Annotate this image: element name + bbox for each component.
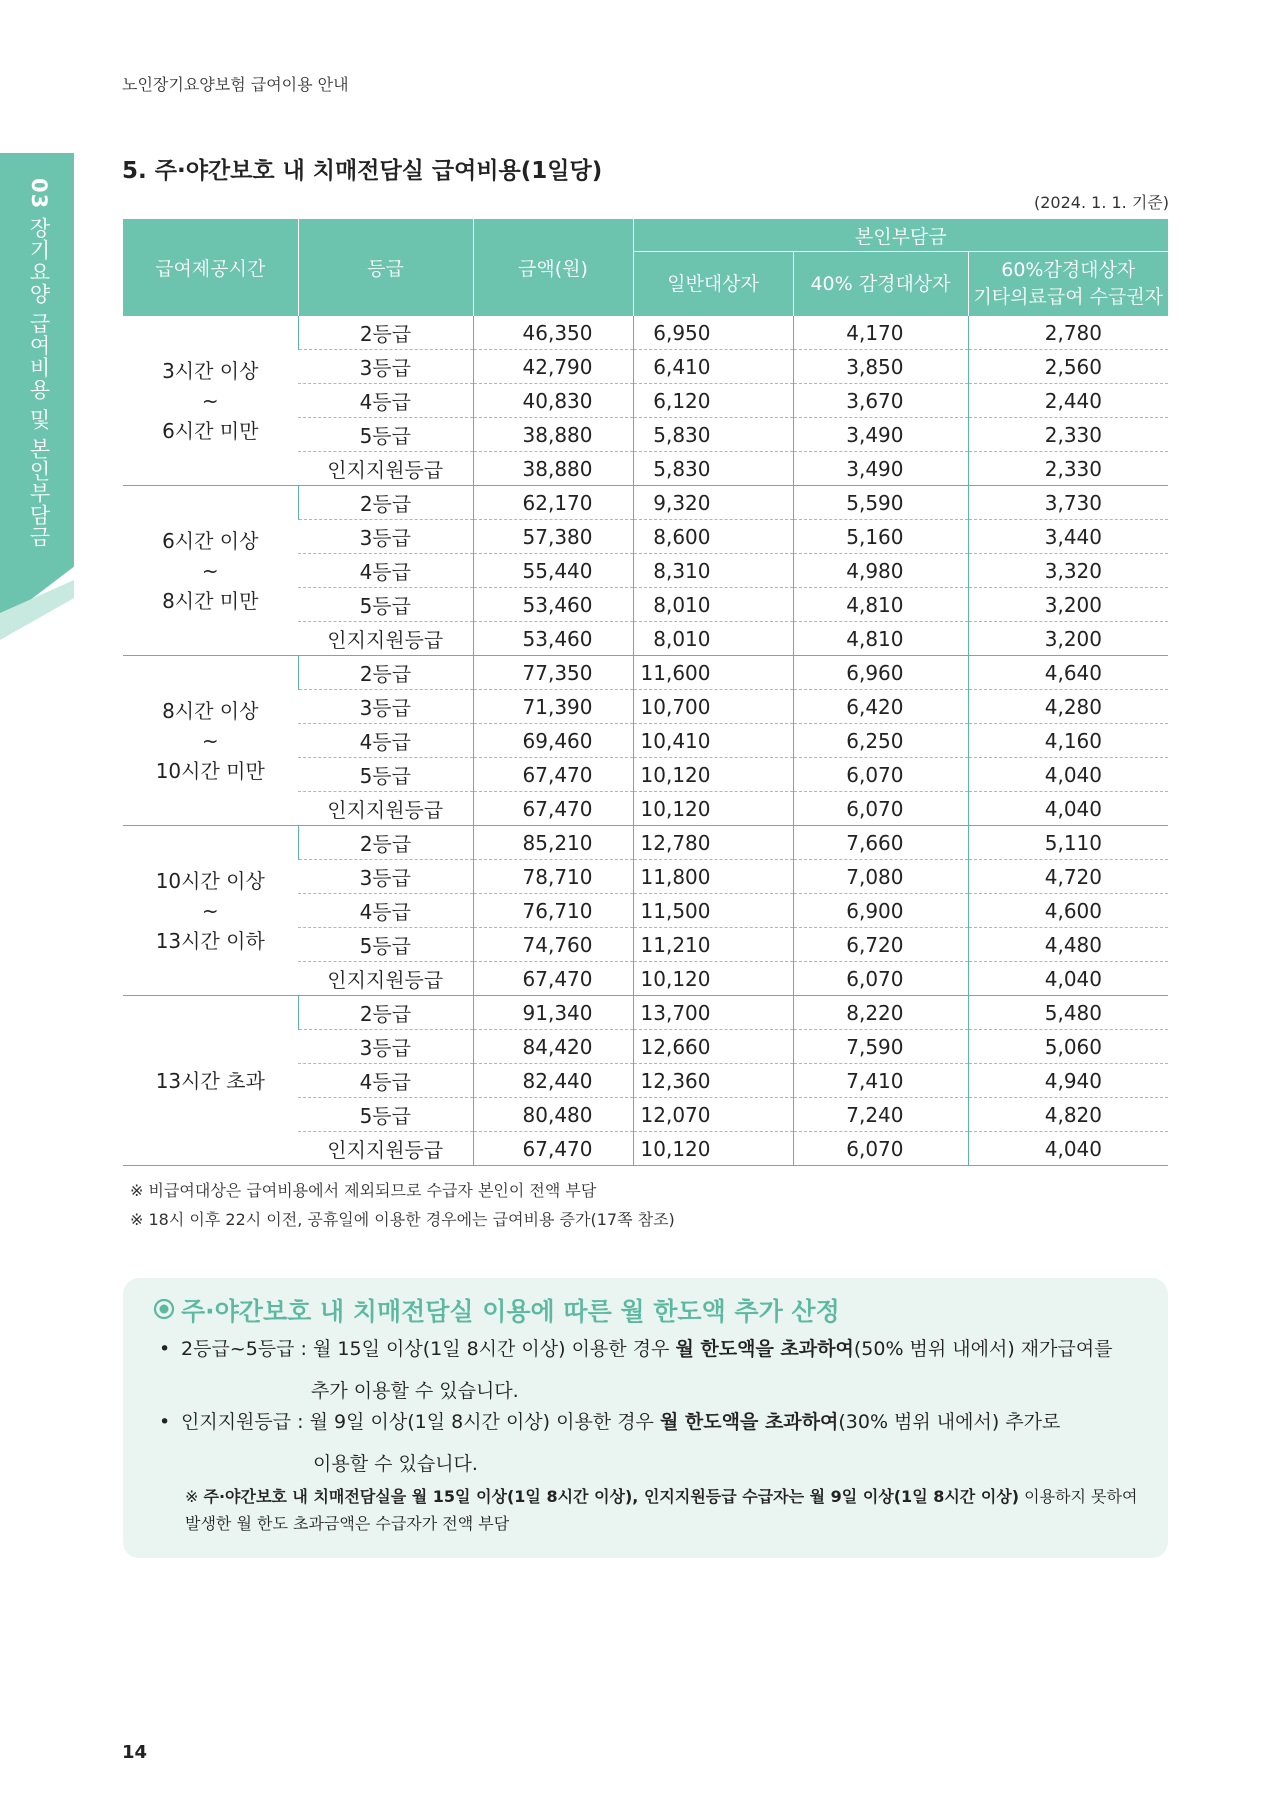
reduced60-copay-cell: 2,330 xyxy=(968,418,1168,452)
grade-cell: 5등급 xyxy=(298,1098,473,1132)
amount-cell: 40,830 xyxy=(473,384,633,418)
time-range-mid: ~ xyxy=(201,898,219,923)
grade-cell: 2등급 xyxy=(298,316,473,350)
general-copay-cell: 10,120 xyxy=(633,962,793,996)
reduced60-copay-cell: 2,560 xyxy=(968,350,1168,384)
amount-cell: 77,350 xyxy=(473,656,633,690)
grade-cell: 3등급 xyxy=(298,350,473,384)
time-range-bottom: 8시간 미만 xyxy=(162,588,259,613)
amount-cell: 78,710 xyxy=(473,860,633,894)
header-copay-group: 본인부담금 xyxy=(633,219,1168,252)
reduced40-copay-cell: 6,250 xyxy=(793,724,968,758)
reduced40-copay-cell: 3,670 xyxy=(793,384,968,418)
reduced60-copay-cell: 4,480 xyxy=(968,928,1168,962)
general-copay-cell: 11,600 xyxy=(633,656,793,690)
bullet-label: 2등급~5등급 : xyxy=(181,1338,307,1360)
footnote: ※ 비급여대상은 급여비용에서 제외되므로 수급자 본인이 전액 부담 xyxy=(130,1181,597,1200)
amount-cell: 42,790 xyxy=(473,350,633,384)
footnotes xyxy=(130,1176,675,1234)
section-title: 5. 주·야간보호 내 치매전담실 급여비용(1일당) xyxy=(122,158,603,184)
reduced40-copay-cell: 7,590 xyxy=(793,1030,968,1064)
reduced40-copay-cell: 4,170 xyxy=(793,316,968,350)
grade-cell: 인지지원등급 xyxy=(298,452,473,486)
grade-cell: 인지지원등급 xyxy=(298,792,473,826)
reduced60-copay-cell: 4,820 xyxy=(968,1098,1168,1132)
note-rest: 이용하지 못하여 발생한 월 한도 초과금액은 수급자가 전액 부담 xyxy=(185,1487,1138,1533)
bullet-text-post: (30% 범위 내에서) 추가로 xyxy=(838,1411,1061,1433)
time-range-bottom: 10시간 미만 xyxy=(155,758,265,783)
grade-cell: 4등급 xyxy=(298,1064,473,1098)
header-amount: 금액(원) xyxy=(473,219,633,316)
reduced60-copay-cell: 2,780 xyxy=(968,316,1168,350)
reduced60-copay-cell: 4,640 xyxy=(968,656,1168,690)
bullet-text: 월 15일 이상(1일 8시간 이상) 이용한 경우 xyxy=(313,1338,676,1360)
info-note xyxy=(185,1483,1145,1537)
bullet-continuation: 추가 이용할 수 있습니다. xyxy=(311,1380,519,1402)
reduced40-copay-cell: 7,080 xyxy=(793,860,968,894)
grade-cell: 4등급 xyxy=(298,894,473,928)
time-range-top: 13시간 초과 xyxy=(155,1068,265,1093)
reduced40-copay-cell: 6,720 xyxy=(793,928,968,962)
reduced40-copay-cell: 6,420 xyxy=(793,690,968,724)
header-general: 일반대상자 xyxy=(633,252,793,317)
grade-cell: 2등급 xyxy=(298,826,473,860)
reduced60-copay-cell: 4,040 xyxy=(968,758,1168,792)
reduced40-copay-cell: 7,410 xyxy=(793,1064,968,1098)
grade-cell: 2등급 xyxy=(298,656,473,690)
reduced60-copay-cell: 4,600 xyxy=(968,894,1168,928)
info-title xyxy=(153,1292,840,1328)
grade-cell: 5등급 xyxy=(298,588,473,622)
header-grade: 등급 xyxy=(298,219,473,316)
amount-cell: 84,420 xyxy=(473,1030,633,1064)
header-reduced40: 40% 감경대상자 xyxy=(793,252,968,317)
general-copay-cell: 10,410 xyxy=(633,724,793,758)
general-copay-cell: 6,120 xyxy=(633,384,793,418)
reduced40-copay-cell: 6,070 xyxy=(793,1132,968,1166)
amount-cell: 74,760 xyxy=(473,928,633,962)
reduced60-copay-cell: 5,480 xyxy=(968,996,1168,1030)
reduced60-copay-cell: 4,040 xyxy=(968,1132,1168,1166)
grade-cell: 인지지원등급 xyxy=(298,962,473,996)
general-copay-cell: 6,410 xyxy=(633,350,793,384)
grade-cell: 4등급 xyxy=(298,724,473,758)
grade-cell: 3등급 xyxy=(298,520,473,554)
general-copay-cell: 12,360 xyxy=(633,1064,793,1098)
table-row xyxy=(123,486,1168,520)
reduced60-copay-cell: 3,730 xyxy=(968,486,1168,520)
bullet-bold-text: 월 한도액을 초과하여 xyxy=(675,1338,854,1360)
amount-cell: 91,340 xyxy=(473,996,633,1030)
general-copay-cell: 11,210 xyxy=(633,928,793,962)
table-row xyxy=(123,996,1168,1030)
reduced40-copay-cell: 7,240 xyxy=(793,1098,968,1132)
amount-cell: 71,390 xyxy=(473,690,633,724)
general-copay-cell: 8,600 xyxy=(633,520,793,554)
bullet-text: 월 9일 이상(1일 8시간 이상) 이용한 경우 xyxy=(309,1411,660,1433)
amount-cell: 53,460 xyxy=(473,588,633,622)
general-copay-cell: 8,010 xyxy=(633,588,793,622)
general-copay-cell: 11,800 xyxy=(633,860,793,894)
reduced60-copay-cell: 3,200 xyxy=(968,622,1168,656)
time-range-cell xyxy=(123,826,298,996)
document-header: 노인장기요양보험 급여이용 안내 xyxy=(122,75,349,94)
time-range-cell xyxy=(123,316,298,486)
general-copay-cell: 6,950 xyxy=(633,316,793,350)
bullet-continuation: 이용할 수 있습니다. xyxy=(313,1453,478,1475)
page-number: 14 xyxy=(122,1742,148,1763)
amount-cell: 67,470 xyxy=(473,792,633,826)
amount-cell: 85,210 xyxy=(473,826,633,860)
header-time: 급여제공시간 xyxy=(123,219,298,316)
reduced60-copay-cell: 4,940 xyxy=(968,1064,1168,1098)
time-range-mid: ~ xyxy=(201,728,219,753)
note-bold: 주·야간보호 내 치매전담실을 월 15일 이상(1일 8시간 이상), 인지지원등급 수급자는 월 9일 이상(1일 8시간 이상) xyxy=(203,1487,1020,1506)
reduced40-copay-cell: 6,900 xyxy=(793,894,968,928)
grade-cell: 4등급 xyxy=(298,384,473,418)
reduced40-copay-cell: 6,070 xyxy=(793,792,968,826)
reduced40-copay-cell: 5,160 xyxy=(793,520,968,554)
reduced40-copay-cell: 4,810 xyxy=(793,588,968,622)
general-copay-cell: 8,310 xyxy=(633,554,793,588)
footnote: ※ 18시 이후 22시 이전, 공휴일에 이용한 경우에는 급여비용 증가(17쪽 참조) xyxy=(130,1210,675,1229)
reduced60-copay-cell: 3,320 xyxy=(968,554,1168,588)
amount-cell: 67,470 xyxy=(473,758,633,792)
chapter-number: 03 xyxy=(27,178,51,210)
reduced60-copay-cell: 5,110 xyxy=(968,826,1168,860)
reduced60-copay-cell: 2,440 xyxy=(968,384,1168,418)
reduced40-copay-cell: 6,070 xyxy=(793,962,968,996)
general-copay-cell: 11,500 xyxy=(633,894,793,928)
table-row xyxy=(123,656,1168,690)
note-prefix: ※ xyxy=(185,1487,204,1506)
time-range-bottom: 6시간 미만 xyxy=(162,418,259,443)
general-copay-cell: 8,010 xyxy=(633,622,793,656)
time-range-top: 6시간 이상 xyxy=(162,528,259,553)
reduced40-copay-cell: 4,980 xyxy=(793,554,968,588)
date-note: (2024. 1. 1. 기준) xyxy=(1034,193,1169,212)
target-icon xyxy=(153,1297,175,1326)
reduced60-copay-cell: 3,440 xyxy=(968,520,1168,554)
grade-cell: 2등급 xyxy=(298,996,473,1030)
time-range-bottom: 13시간 이하 xyxy=(155,928,265,953)
bullet-text-post: (50% 범위 내에서) 재가급여를 xyxy=(853,1338,1113,1360)
reduced60-copay-cell: 4,040 xyxy=(968,962,1168,996)
reduced40-copay-cell: 5,590 xyxy=(793,486,968,520)
grade-cell: 5등급 xyxy=(298,418,473,452)
chapter-title: 장기요양 급여비용 및 본인부담금 xyxy=(27,216,51,548)
table-row xyxy=(123,316,1168,350)
grade-cell: 3등급 xyxy=(298,860,473,894)
reduced40-copay-cell: 7,660 xyxy=(793,826,968,860)
info-bullet: • 2등급~5등급 : 월 15일 이상(1일 8시간 이상) 이용한 경우 월 한도액을 초과하여(50% 범위 내에서) 재가급여를 xyxy=(159,1338,1113,1360)
general-copay-cell: 12,070 xyxy=(633,1098,793,1132)
table-row xyxy=(123,826,1168,860)
grade-cell: 5등급 xyxy=(298,758,473,792)
amount-cell: 62,170 xyxy=(473,486,633,520)
header-reduced60-line2: 기타의료급여 수급권자 xyxy=(973,286,1164,308)
header-reduced60-line1: 60%감경대상자 xyxy=(1001,259,1136,281)
general-copay-cell: 10,120 xyxy=(633,1132,793,1166)
time-range-cell xyxy=(123,486,298,656)
time-range-cell xyxy=(123,996,298,1166)
reduced40-copay-cell: 6,070 xyxy=(793,758,968,792)
general-copay-cell: 5,830 xyxy=(633,418,793,452)
fee-table-body xyxy=(123,316,1168,1166)
fee-table xyxy=(123,219,1168,1166)
reduced40-copay-cell: 4,810 xyxy=(793,622,968,656)
info-title-text: 주·야간보호 내 치매전담실 이용에 따른 월 한도액 추가 산정 xyxy=(181,1297,840,1326)
general-copay-cell: 5,830 xyxy=(633,452,793,486)
reduced60-copay-cell: 4,280 xyxy=(968,690,1168,724)
time-range-top: 3시간 이상 xyxy=(162,358,259,383)
time-range-mid: ~ xyxy=(201,558,219,583)
reduced60-copay-cell: 4,040 xyxy=(968,792,1168,826)
amount-cell: 67,470 xyxy=(473,1132,633,1166)
time-range-mid: ~ xyxy=(201,388,219,413)
general-copay-cell: 10,120 xyxy=(633,758,793,792)
reduced60-copay-cell: 4,720 xyxy=(968,860,1168,894)
reduced40-copay-cell: 3,490 xyxy=(793,418,968,452)
amount-cell: 76,710 xyxy=(473,894,633,928)
info-box xyxy=(123,1278,1168,1558)
amount-cell: 80,480 xyxy=(473,1098,633,1132)
chapter-side-label xyxy=(24,178,54,548)
bullet-label: 인지지원등급 : xyxy=(181,1411,304,1433)
general-copay-cell: 9,320 xyxy=(633,486,793,520)
time-range-cell xyxy=(123,656,298,826)
grade-cell: 인지지원등급 xyxy=(298,622,473,656)
time-range-top: 8시간 이상 xyxy=(162,698,259,723)
reduced60-copay-cell: 5,060 xyxy=(968,1030,1168,1064)
grade-cell: 4등급 xyxy=(298,554,473,588)
grade-cell: 2등급 xyxy=(298,486,473,520)
amount-cell: 53,460 xyxy=(473,622,633,656)
reduced60-copay-cell: 4,160 xyxy=(968,724,1168,758)
amount-cell: 67,470 xyxy=(473,962,633,996)
reduced40-copay-cell: 8,220 xyxy=(793,996,968,1030)
grade-cell: 5등급 xyxy=(298,928,473,962)
general-copay-cell: 10,700 xyxy=(633,690,793,724)
general-copay-cell: 13,700 xyxy=(633,996,793,1030)
reduced40-copay-cell: 3,850 xyxy=(793,350,968,384)
general-copay-cell: 12,660 xyxy=(633,1030,793,1064)
amount-cell: 57,380 xyxy=(473,520,633,554)
amount-cell: 38,880 xyxy=(473,418,633,452)
grade-cell: 인지지원등급 xyxy=(298,1132,473,1166)
bullet-bold-text: 월 한도액을 초과하여 xyxy=(659,1411,839,1433)
amount-cell: 82,440 xyxy=(473,1064,633,1098)
reduced60-copay-cell: 2,330 xyxy=(968,452,1168,486)
info-bullet: • 인지지원등급 : 월 9일 이상(1일 8시간 이상) 이용한 경우 월 한도액을 초과하여(30% 범위 내에서) 추가로 xyxy=(159,1411,1061,1433)
reduced40-copay-cell: 3,490 xyxy=(793,452,968,486)
reduced40-copay-cell: 6,960 xyxy=(793,656,968,690)
amount-cell: 55,440 xyxy=(473,554,633,588)
amount-cell: 46,350 xyxy=(473,316,633,350)
general-copay-cell: 10,120 xyxy=(633,792,793,826)
reduced60-copay-cell: 3,200 xyxy=(968,588,1168,622)
header-reduced60 xyxy=(968,252,1168,317)
time-range-top: 10시간 이상 xyxy=(155,868,265,893)
amount-cell: 69,460 xyxy=(473,724,633,758)
general-copay-cell: 12,780 xyxy=(633,826,793,860)
grade-cell: 3등급 xyxy=(298,1030,473,1064)
grade-cell: 3등급 xyxy=(298,690,473,724)
amount-cell: 38,880 xyxy=(473,452,633,486)
